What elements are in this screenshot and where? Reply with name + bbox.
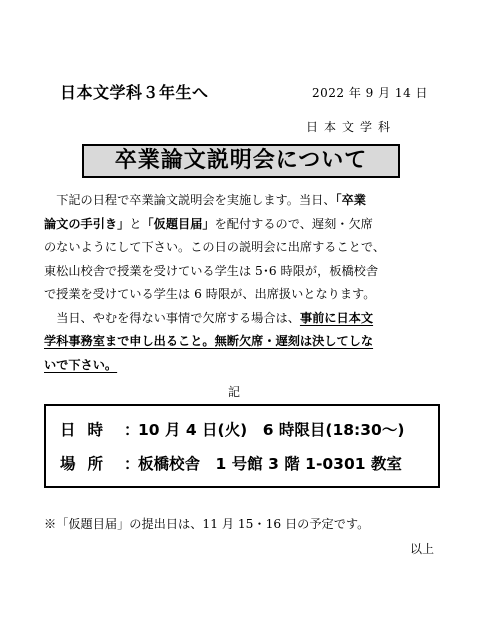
body-line-2-bold-2: 「仮題目届」	[141, 216, 215, 231]
body-line-1-bold: 「卒業	[335, 193, 366, 207]
page-title: 卒業論文説明会について	[114, 148, 368, 173]
datetime-value: 10 月 4 日(火) 6 時限目(18:30～)	[138, 421, 405, 439]
place-colon: ：	[124, 455, 140, 473]
place-row	[60, 452, 402, 474]
body-line-6	[44, 307, 440, 331]
body-line-1-text: 下記の日程で卒業論文説明会を実施します。当日、	[56, 193, 336, 207]
department: 日本文学科	[306, 120, 397, 134]
place-label: 場所	[60, 455, 116, 473]
body-line-8-emphasis: いで下さい。	[44, 357, 118, 372]
body-text	[44, 189, 440, 377]
datetime-row	[60, 418, 404, 440]
datetime-colon: ：	[124, 421, 140, 439]
body-line-7	[44, 330, 440, 354]
body-line-5: で授業を受けている学生は 6 時限が、出席扱いとなります。	[44, 287, 376, 301]
addressee: 日本文学科３年生へ	[60, 83, 209, 102]
ki-mark: 記	[228, 385, 241, 399]
body-line-6-emphasis: 事前に日本文	[299, 310, 374, 325]
title-box	[82, 144, 400, 178]
body-line-8	[44, 354, 440, 378]
body-line-3: のないようにして下さい。この日の説明会に出席することで、	[44, 240, 386, 254]
details-box	[44, 404, 440, 488]
closing: 以上	[410, 542, 435, 556]
date: 2022 年 9 月 14 日	[312, 86, 429, 100]
datetime-label: 日時	[60, 421, 116, 439]
body-line-6-text: 当日、やむを得ない事情で欠席する場合は、	[56, 310, 300, 325]
body-line-1	[44, 189, 440, 213]
body-line-7-emphasis: 学科事務室まで申し出ること。無断欠席・遅刻は決してしな	[44, 334, 374, 348]
note: ※「仮題目届」の提出日は、11 月 15・16 日の予定です。	[44, 517, 370, 531]
place-value: 板橋校舎 1 号館 3 階 1-0301 教室	[138, 455, 402, 473]
body-line-2	[44, 213, 440, 237]
body-line-2-bold-1: 論文の手引き」	[44, 216, 130, 231]
body-line-2-text-2: を配付するので、遅刻・欠席	[214, 216, 373, 231]
body-line-2-text-1: と	[129, 216, 142, 231]
body-line-4: 東松山校舎で授業を受けている学生は 5･6 時限が，板橋校舎	[44, 263, 379, 278]
